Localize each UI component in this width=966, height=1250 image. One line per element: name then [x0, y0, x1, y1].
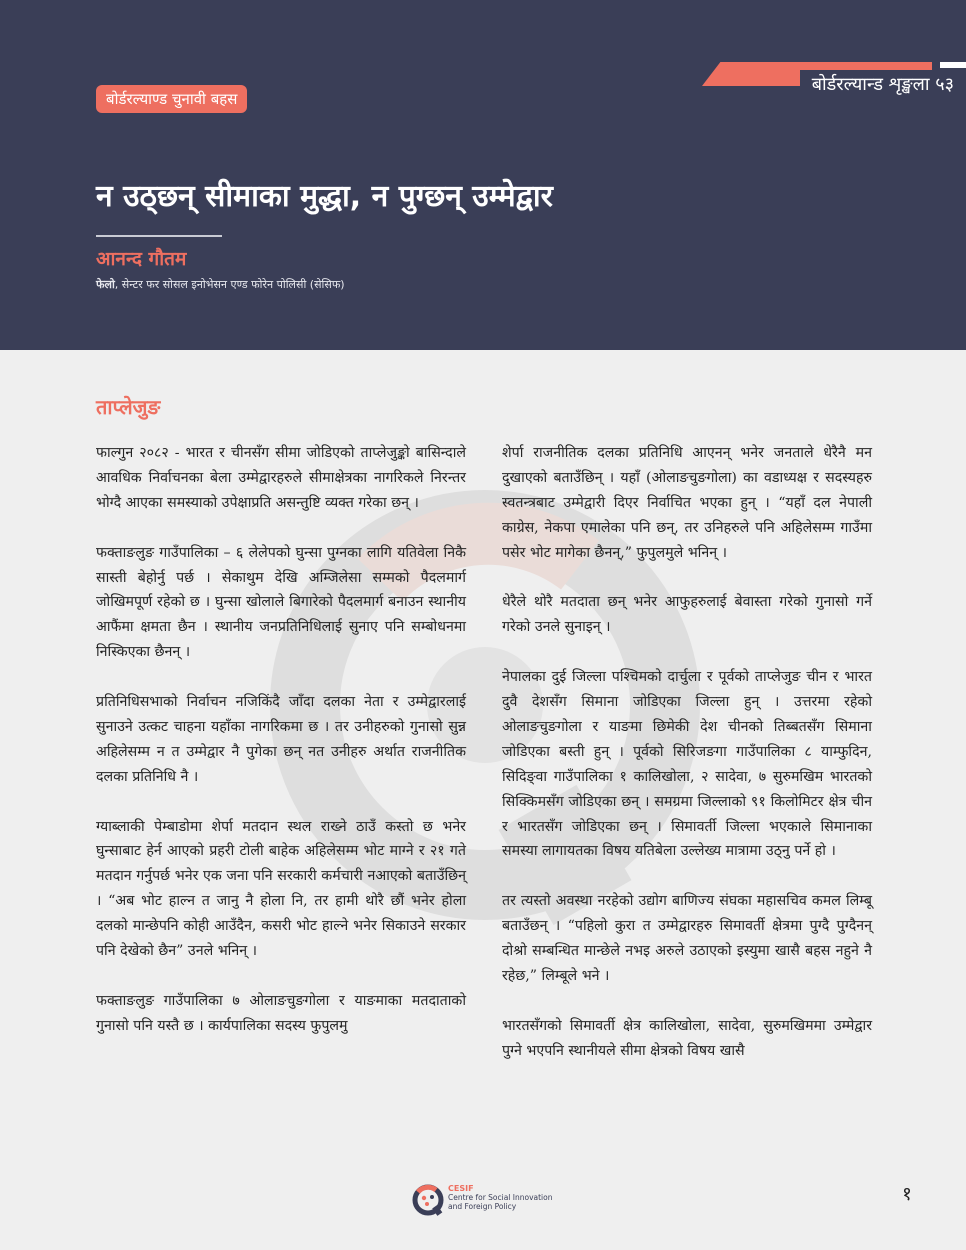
page-title: न उठ्छन् सीमाका मुद्धा, न पुग्छन् उम्मेद्वार [96, 179, 553, 214]
cesif-logo [410, 1180, 570, 1220]
logo-abbreviation: CESIF [448, 1184, 474, 1193]
article-paragraph: भारतसँगको सिमावर्ती क्षेत्र कालिखोला, सादेवा, सुरुमखिममा उम्मेद्वार पुग्ने भएपनि स्थानीयले सीमा क्षेत्रको विषय खासै [502, 1017, 872, 1059]
series-label: बोर्डरल्यान्ड शृङ्खला ५३ [800, 70, 954, 100]
author-affiliation [96, 277, 345, 293]
category-tag: बोर्डरल्याण्ड चुनावी बहस [96, 85, 247, 113]
article-paragraph: फाल्गुन २०८२ - भारत र चीनसँग सीमा जोडिएको ताप्लेजुङ्को बासिन्दाले आवधिक निर्वाचनका बेला उम्मेद्वारहरुले सीमाक्षेत्रका नागरिकले निरन्तर भोग्दै आएका समस्याको उपेक्षाप्रति असन्तुष्टि व्यक्त गरेका छन् । [96, 445, 466, 511]
cesif-logo-icon [410, 1182, 446, 1218]
article-paragraph: प्रतिनिधिसभाको निर्वाचन नजिकिंदै जाँदा दलका नेता र उम्मेद्वारलाई सुनाउने उत्कट चाहना यहाँका नागरिकमा छ । तर उनीहरुको गुनासो सुन्न अहिलेसम्म न त उम्मेद्वार नै पुगेका छन् नत उनीहरु अर्थात राजनीतिक दलका प्रतिनिधि नै । [96, 694, 466, 785]
author-name: आनन्द गौतम [96, 248, 187, 270]
article-paragraph: शेर्पा राजनीतिक दलका प्रतिनिधि आएनन् भनेर जनताले धेरैनै मन दुखाएको बताउँछिन् । यहाँ (ओलाङचुङगोला) का वडाध्यक्ष र सदस्यहरु स्वतन्त्रबाट उम्मेद्वारी दिएर निर्वाचित भएका हुन् । “यहाँ दल नेपाली काग्रेस, नेकपा एमालेका पनि छन्, तर उनिहरुले पनि अहिलेसम्म गाउँमा पसेर भोट मागेका छैनन्,” फुपुलमुले भनिन् । [502, 445, 872, 561]
article-column-right [502, 441, 872, 1088]
affiliation-role: फेलो [96, 278, 115, 291]
article-column-left [96, 441, 466, 1064]
article-paragraph: नेपालका दुई जिल्ला पश्चिमको दार्चुला र पूर्वको ताप्लेजुङ चीन र भारत दुवै देशसँग सिमाना जोडिएका जिल्ला हुन् । उत्तरमा रहेको ओलाङचुङगोला र याङमा छिमेकी देश चीनको तिब्बतसँग सिमाना जोडिएका बस्ती हुन् । पूर्वको सिरिजङगा गाउँपालिका ८ याम्फुदिन, सिदिङ्वा गाउँपालिका १ कालिखोला, २ सादेवा, ७ सुरुमखिम भारतको सिक्किमसँग जोडिएका छन् । समग्रमा जिल्लाको ९१ किलोमिटर क्षेत्र चीन र भारतसँग जोडिएका छन् । सिमावर्ती जिल्ला भएकाले सिमानाका समस्या लागायतका विषय यतिबेला उल्लेख्य मात्रामा उठ्नु पर्ने हो । [502, 669, 872, 860]
header-band [0, 0, 966, 350]
title-divider [96, 235, 222, 237]
article-paragraph: तर त्यस्तो अवस्था नरहेको उद्योग बाणिज्य संघका महासचिव कमल लिम्बू बताउँछन् । “पहिलो कुरा त उम्मेद्वारहरु सिमावर्ती क्षेत्रमा पुग्दै पुग्दैनन् दोश्रो सम्बन्धित मान्छेले नभइ अरुले उठाएको इस्युमा खासै बहस नहुने नै रहेछ,” लिम्बूले भने । [502, 893, 872, 984]
series-stripe-line [940, 62, 966, 68]
dateline-place: ताप्लेजुङ [96, 395, 161, 419]
article-paragraph: फक्ताङलुङ गाउँपालिका ७ ओलाङचुङगोला र याङमाका मतदाताको गुनासो पनि यस्तै छ । कार्यपालिका सदस्य फुपुलमु [96, 992, 466, 1034]
logo-name-line1: Centre for Social Innovation [448, 1193, 553, 1202]
article-paragraph: फक्ताङलुङ गाउँपालिका – ६ लेलेपको घुन्सा पुग्नका लागि यतिवेला निकै सास्ती बेहोर्नु पर्छ । सेकाथुम देखि अम्जिलेसा सम्मको पैदलमार्ग जोखिमपूर्ण रहेको छ । घुन्सा खोलाले बिगारेको पैदलमार्ग बनाउन स्थानीय आफैंमा क्षमता छैन । स्थानीय जनप्रतिनिधिलाई सुनाए पनि सम्बोधनमा निस्किएका छैनन् । [96, 544, 466, 661]
affiliation-org: , सेन्टर फर सोसल इनोभेसन एण्ड फोरेन पोलिसी (सेसिफ) [114, 278, 345, 291]
logo-name-line2: and Foreign Policy [448, 1201, 517, 1211]
cesif-logo-text [448, 1184, 553, 1211]
article-paragraph: ग्याब्लाकी पेम्बाडोमा शेर्पा मतदान स्थल राख्ने ठाउँ कस्तो छ भनेर घुन्साबाट हेर्न आएको प्रहरी टोली बाहेक अहिलेसम्म भोट माग्ने र २१ गते मतदान गर्नुपर्छ भनेर एक जना पनि सरकारी कर्मचारी नआएको बताउँछिन् । “अब भोट हाल्न त जानु नै होला नि, तर हामी थोरै छौं भनेर होला दलको मान्छेपनि कोही आउँदैन, कसरी भोट हाल्ने भनेर सिकाउने सरकार पनि देखेको छैन” उनले भनिन् । [96, 818, 466, 960]
page-number: १ [902, 1183, 912, 1205]
article-paragraph: धेरैले थोरै मतदाता छन् भनेर आफुहरुलाई बेवास्ता गरेको गुनासो गर्ने गरेको उनले सुनाइन् । [502, 594, 872, 636]
